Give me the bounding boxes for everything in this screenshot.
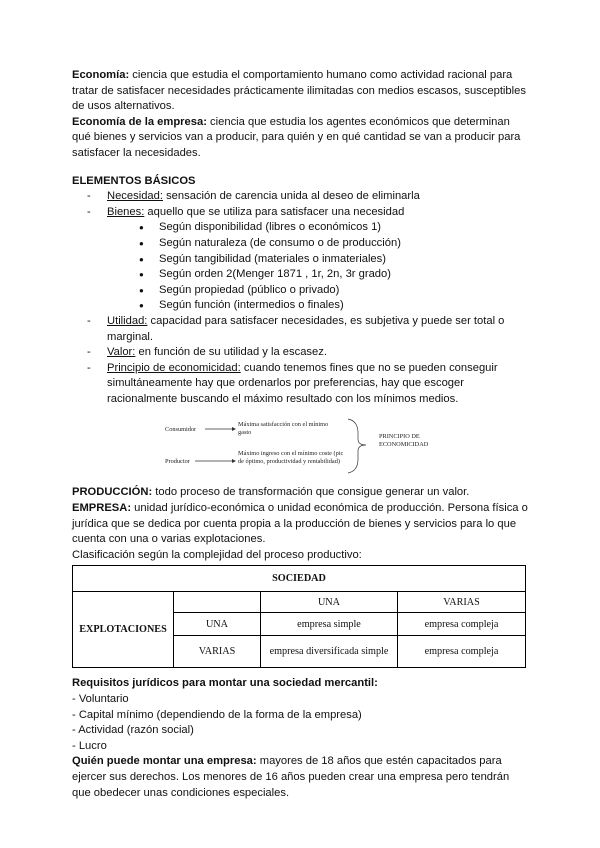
list-item: ● Según orden 2(Menger 1871 , 1r, 2n, 3r grado) xyxy=(139,267,530,283)
diagram-principio-label: PRINCIPIO DE ECONOMICIDAD xyxy=(379,433,429,449)
table-cell: empresa compleja xyxy=(398,636,526,668)
bracket-brace xyxy=(348,419,366,473)
table-empty-cell xyxy=(174,592,261,613)
elementos-title: ELEMENTOS BÁSICOS xyxy=(72,174,196,187)
empresa-term: EMPRESA: xyxy=(72,502,132,515)
bienes-term: Bienes: xyxy=(107,205,145,218)
diagram-consumidor-text: Máxima satisfacción con el mínimo gasto xyxy=(238,421,329,437)
economia-empresa-paragraph xyxy=(72,115,530,162)
diagram-productor-label: Productor xyxy=(165,458,190,466)
economia-term: Economía: xyxy=(72,69,130,81)
requisitos-title: Requisitos jurídicos para montar una sociedad mercantil: xyxy=(72,677,378,690)
utilidad-term: Utilidad: xyxy=(107,314,148,327)
list-item: - Capital mínimo (dependiendo de la forma de la empresa) xyxy=(72,708,362,721)
bienes-definition: aquello que se utiliza para satisfacer una necesidad xyxy=(144,205,405,218)
list-item: - Actividad (razón social) xyxy=(72,724,194,737)
bienes-sublist xyxy=(107,220,530,314)
requisitos-list xyxy=(72,692,530,754)
table-cell: empresa diversificada simple xyxy=(261,636,398,668)
clasificacion-text: Clasificación según la complejidad del proceso productivo: xyxy=(72,548,362,561)
arrowhead-consumidor xyxy=(232,427,236,431)
list-item: ● Según función (intermedios o finales) xyxy=(139,298,530,314)
list-item-valor xyxy=(87,345,530,361)
document-page xyxy=(72,68,530,801)
list-item-utilidad xyxy=(87,314,530,345)
quien-term: Quién puede montar una empresa: xyxy=(72,755,257,768)
valor-definition: en función de su utilidad y la escasez. xyxy=(135,346,327,359)
quien-definition: mayores de 18 años que estén capacitados para ejercer sus derechos. Los menores de 16 años pueden crear una empresa pero tendrán que obedecer unas condiciones especiales. xyxy=(72,755,510,799)
empresa-paragraph xyxy=(72,501,530,548)
produccion-definition: todo proceso de transformación que consigue generar un valor. xyxy=(152,486,470,499)
list-item-bienes xyxy=(87,205,530,314)
elementos-list xyxy=(72,189,530,407)
economia-paragraph xyxy=(72,68,530,115)
list-item: ● Según propiedad (público o privado) xyxy=(139,283,530,299)
necesidad-term: Necesidad: xyxy=(107,190,163,203)
clasificacion-table xyxy=(72,565,526,668)
economia-empresa-term: Economía de la empresa: xyxy=(72,115,207,128)
economia-empresa-definition: ciencia que estudia los agentes económicos que determinan qué bienes y servicios van a producir, para quién y en qué cantidad se van a producir para satisfacer la necesidades. xyxy=(72,115,521,159)
list-item: - Voluntario xyxy=(72,693,129,706)
empresa-definition: unidad jurídico-económica o unidad económica de producción. Persona física o jurídica que se dedica por cuenta propia a la producción de bienes y servicios para lo que cuenta con una o varias explotaciones. xyxy=(72,502,528,546)
table-header-explotaciones: EXPLOTACIONES xyxy=(73,592,174,668)
table-row-una: UNA xyxy=(174,613,261,636)
produccion-term: PRODUCCIÓN: xyxy=(72,486,153,499)
list-item: ● Según naturaleza (de consumo o de producción) xyxy=(139,236,530,252)
valor-term: Valor: xyxy=(107,346,136,359)
diagram-consumidor-label: Consumidor xyxy=(165,426,197,434)
table-header-sociedad: SOCIEDAD xyxy=(73,566,526,592)
produccion-paragraph xyxy=(72,485,530,501)
list-item-necesidad xyxy=(87,189,530,205)
table-col-varias: VARIAS xyxy=(398,592,526,613)
diagram-productor-text: Máximo ingreso con el mínimo coste (pic de óptimo, productividad y rentabilidad) xyxy=(238,450,344,466)
list-item-principio xyxy=(87,361,530,408)
list-item: ● Según disponibilidad (libres o económicos 1) xyxy=(139,220,530,236)
principio-term: Principio de economicidad: xyxy=(107,361,241,374)
economicidad-diagram xyxy=(72,413,530,481)
table-row-varias: VARIAS xyxy=(174,636,261,668)
table-col-una: UNA xyxy=(261,592,398,613)
quien-paragraph xyxy=(72,754,530,801)
principio-definition: cuando tenemos fines que no se pueden conseguir simultáneamente hay que ordenarlos por preferencias, hay que escoger racionalmente buscando el máximo resultado con los mínimos medios. xyxy=(107,361,498,405)
list-item: - Lucro xyxy=(72,739,107,752)
necesidad-definition: sensación de carencia unida al deseo de eliminarla xyxy=(162,190,420,203)
list-item: ● Según tangibilidad (materiales o inmateriales) xyxy=(139,252,530,268)
utilidad-definition: capacidad para satisfacer necesidades, es subjetiva y puede ser total o marginal. xyxy=(107,314,505,343)
arrowhead-productor xyxy=(232,459,236,463)
table-cell: empresa compleja xyxy=(398,613,526,636)
table-cell: empresa simple xyxy=(261,613,398,636)
economia-definition: ciencia que estudia el comportamiento humano como actividad racional para tratar de satisfacer necesidades prácticamente ilimitadas con medios escasos, susceptibles de usos alternativos. xyxy=(72,69,526,113)
